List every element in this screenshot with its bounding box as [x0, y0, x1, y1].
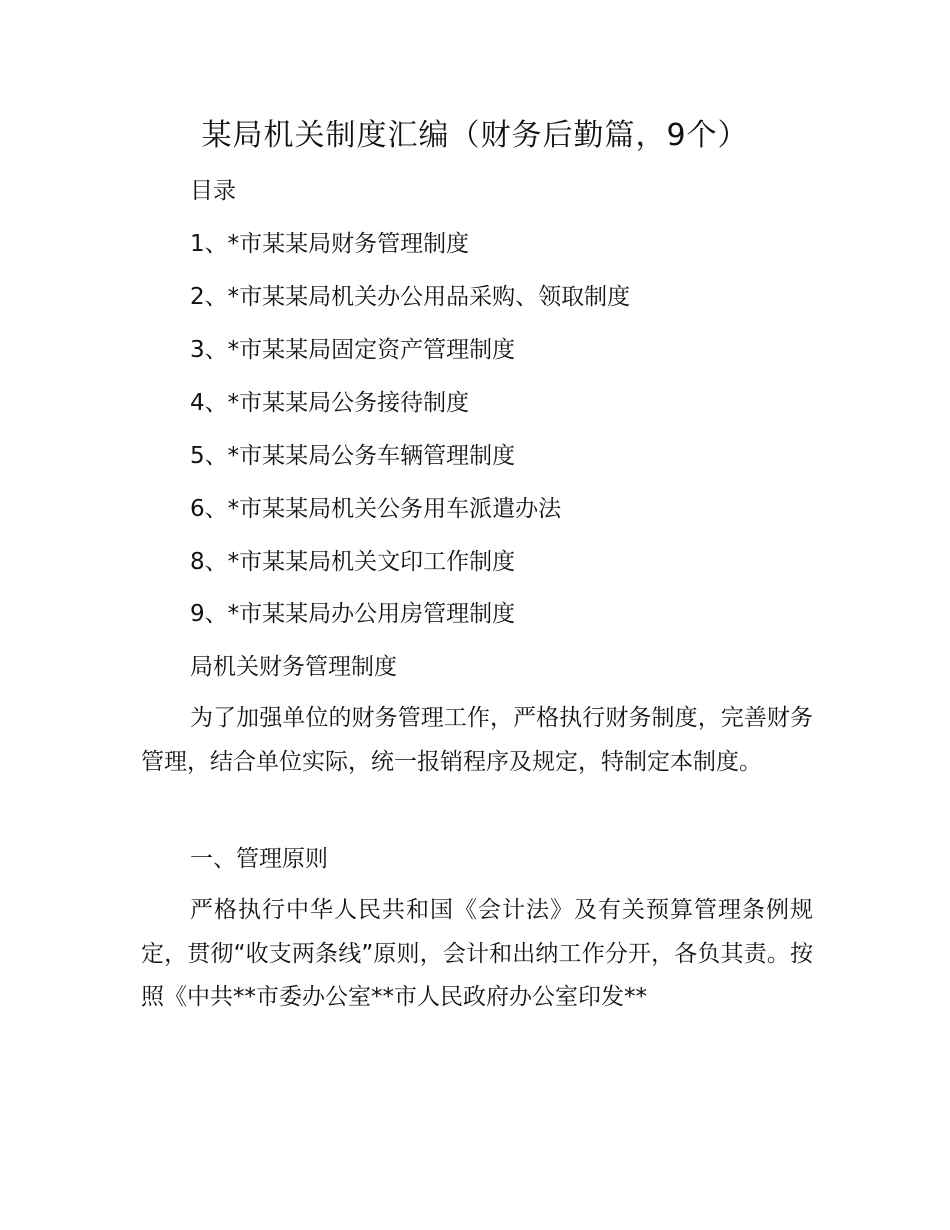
toc-item: 9、*市某某局办公用房管理制度 — [190, 601, 516, 627]
document-title: 某局机关制度汇编（财务后勤篇，9个） — [201, 118, 749, 153]
toc-item: 1、*市某某局财务管理制度 — [190, 231, 470, 257]
intro-paragraph: 为了加强单位的财务管理工作，严格执行财务制度，完善财务管理，结合单位实际，统一报销程序及规定，特制定本制度。 — [141, 705, 813, 775]
toc-item: 4、*市某某局公务接待制度 — [190, 390, 470, 416]
toc-item: 2、*市某某局机关办公用品采购、领取制度 — [190, 284, 631, 310]
principle-heading: 一、管理原则 — [190, 846, 328, 872]
section-title: 局机关财务管理制度 — [190, 654, 397, 680]
toc-item: 5、*市某某局公务车辆管理制度 — [190, 443, 516, 469]
toc-heading: 目录 — [190, 178, 236, 204]
toc-item: 8、*市某某局机关文印工作制度 — [190, 549, 516, 575]
principle-paragraph: 严格执行中华人民共和国《会计法》及有关预算管理条例规定，贯彻“收支两条线”原则，会计和出纳工作分开，各负其责。按照《中共**市委办公室**市人民政府办公室印发** — [141, 897, 813, 1010]
toc-item: 3、*市某某局固定资产管理制度 — [190, 337, 516, 363]
toc-item: 6、*市某某局机关公务用车派遣办法 — [190, 496, 562, 522]
